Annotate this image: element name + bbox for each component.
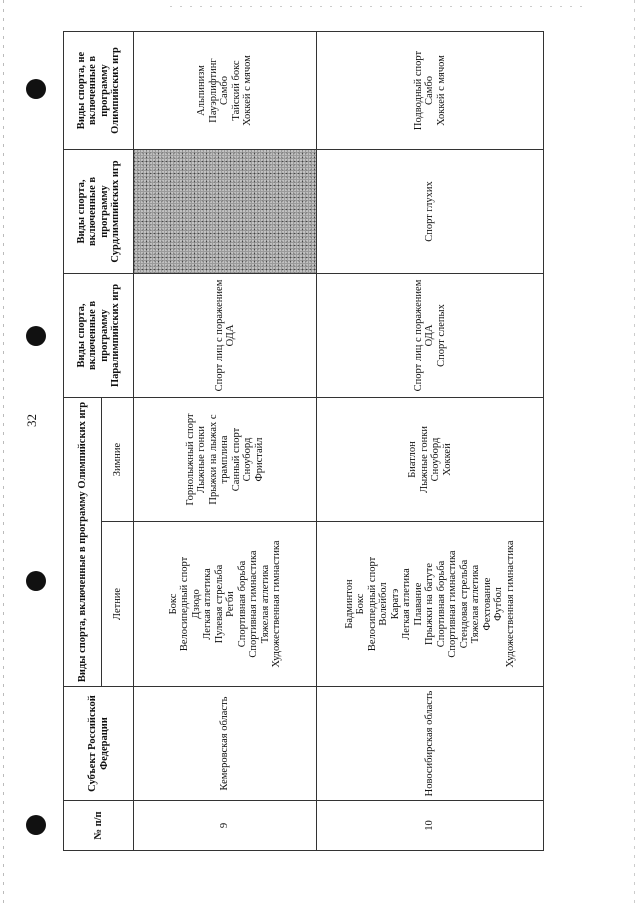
sport-item: ОДА	[424, 324, 436, 347]
sport-item: Спорт лиц с поражением	[412, 279, 424, 392]
sport-item: Прыжки на лыжах с	[207, 414, 219, 505]
punch-hole-4	[26, 815, 46, 835]
sport-item: Спорт слепых	[435, 304, 447, 367]
sport-item: Фристайл	[253, 437, 265, 482]
sport-item: Бадминтон	[343, 579, 355, 629]
row-subject: Кемеровская область	[134, 687, 317, 801]
sport-item: Регби	[225, 591, 236, 617]
winter-sports-cell	[317, 398, 544, 522]
sport-item: Художественная гимнастика	[271, 540, 282, 668]
sport-item: Подводный спорт	[412, 50, 424, 131]
sport-item: Бокс	[167, 593, 179, 615]
sport-item: Легкая атлетика	[202, 568, 213, 640]
scan-edge-top	[170, 6, 590, 7]
row-number: 10	[317, 801, 544, 851]
row-number: 9	[134, 801, 317, 851]
rotated-table-container	[63, 32, 543, 851]
sport-item: Сноуборд	[430, 437, 441, 482]
sport-item: Тяжелая атлетика	[259, 564, 271, 644]
sport-item: Сноуборд	[242, 437, 254, 482]
sport-item: Стендовая стрельба	[458, 559, 470, 649]
row-subject: Новосибирская область	[317, 687, 544, 801]
header-summer: Летние	[102, 522, 134, 687]
sport-item: Художественная гимнастика	[504, 540, 516, 668]
table-row	[134, 32, 317, 851]
non-olympic-sports-cell	[317, 32, 544, 150]
deaflympic-sports-cell	[317, 150, 544, 274]
sport-item: Спортивная борьба	[435, 560, 447, 648]
sport-item: трамплина	[219, 435, 231, 484]
sport-item: Тяжелая атлетика	[470, 564, 482, 644]
sport-item: Санный спорт	[230, 427, 242, 492]
sport-item: Хоккей	[441, 443, 453, 476]
punch-hole-1	[26, 79, 46, 99]
header-subject: Субъект Российской Федерации	[64, 687, 134, 801]
table-row	[317, 32, 544, 851]
sport-item: Тайский бокс	[230, 60, 242, 121]
sport-item: Легкая атлетика	[401, 568, 413, 640]
sport-item: Плавание	[412, 582, 424, 626]
sport-item: Самбо	[424, 76, 436, 105]
sport-item: Лыжные гонки	[196, 425, 208, 494]
sport-item: Бокс	[355, 593, 367, 615]
sport-item: Дзюдо	[190, 589, 202, 619]
page-number: 32	[24, 414, 39, 427]
sport-item: ОДА	[225, 324, 236, 347]
header-non-olympic: Виды спорта, не включенные в программу Олимпийских игр	[64, 32, 134, 150]
summer-sports-cell	[134, 522, 317, 687]
sport-item: Альпинизм	[196, 65, 208, 116]
punch-hole-3	[26, 571, 46, 591]
sport-item: Биатлон	[407, 441, 418, 478]
summer-sports-cell	[317, 522, 544, 687]
sport-item: Прыжки на батуте	[424, 562, 436, 646]
scan-edge-left	[3, 0, 4, 905]
sport-item: Спорт глухих	[424, 181, 436, 242]
sport-item: Велосипедный спорт	[366, 556, 378, 652]
sport-item: Самбо	[219, 76, 231, 105]
sport-item: Горнолыжный спорт	[184, 413, 196, 506]
paralympic-sports-cell	[317, 274, 544, 398]
sport-item: Спортивная гимнастика	[248, 550, 259, 658]
sport-item: Пулевая стрельба	[213, 564, 225, 644]
header-num: № п/п	[64, 801, 134, 851]
non-olympic-sports-cell	[134, 32, 317, 150]
sport-item: Спортивная борьба	[236, 560, 248, 648]
sport-item: Волейбол	[378, 582, 390, 626]
sport-item: Лыжные гонки	[418, 425, 430, 494]
header-deaflympic: Виды спорта, включенные в программу Сурдлимпийских игр	[64, 150, 134, 274]
winter-sports-cell	[134, 398, 317, 522]
sport-item: Хоккей с мячом	[435, 55, 447, 126]
punch-hole-2	[26, 326, 46, 346]
sport-item: Спорт лиц с поражением	[213, 279, 225, 392]
sport-item: Велосипедный спорт	[179, 556, 190, 652]
header-winter: Зимние	[102, 398, 134, 522]
header-olympic: Виды спорта, включенные в программу Олимпийских игр	[64, 398, 102, 687]
sport-item: Хоккей с мячом	[242, 55, 254, 126]
scan-edge-right	[634, 0, 635, 905]
sport-item: Фехтование	[481, 577, 493, 631]
deaflympic-sports-cell-shaded	[134, 150, 317, 274]
sport-item: Пауэрлифтинг	[207, 58, 219, 123]
paralympic-sports-cell	[134, 274, 317, 398]
sports-table	[63, 31, 544, 851]
sport-item: Футбол	[493, 587, 505, 621]
sport-item: Спортивная гимнастика	[447, 550, 459, 658]
sport-item: Каратэ	[389, 588, 401, 620]
header-paralympic: Виды спорта, включенные в программу Паралимпийских игр	[64, 274, 134, 398]
